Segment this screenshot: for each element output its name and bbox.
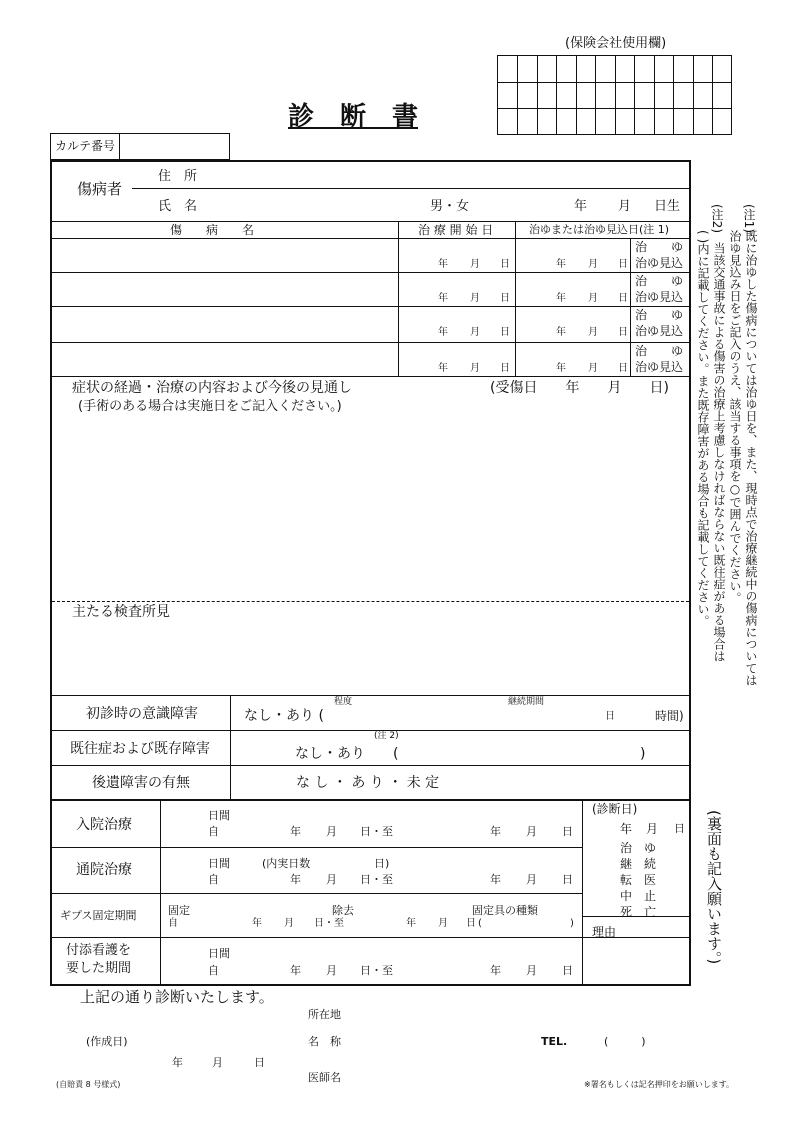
cast-d2: 日 — [466, 918, 476, 929]
outcome-transfer[interactable]: 転 医 — [620, 873, 657, 887]
outcome-continuing[interactable]: 継 続 — [620, 857, 657, 871]
cast-paren-open: ( — [478, 918, 482, 929]
sign-note: ※署名もしくは記名押印をお願いします。 — [584, 1080, 735, 1089]
diagnosis-name-field[interactable] — [54, 308, 394, 340]
dob-day: 日生 — [654, 199, 681, 214]
consciousness-value[interactable]: なし・あり ( — [244, 708, 324, 724]
karte-number-field[interactable] — [50, 133, 230, 160]
cast-from: 自 — [168, 918, 178, 929]
diagnosis-date-month: 月 — [646, 822, 659, 836]
inpatient-d2: 日 — [562, 825, 573, 838]
nursing-y1: 年 — [290, 964, 301, 977]
name-label: 氏 名 — [158, 199, 198, 214]
header-diagnosis-name: 傷 病 名 — [170, 223, 255, 237]
issuer-address-label: 所在地 — [308, 1008, 341, 1021]
main-form — [50, 160, 691, 986]
end-year: 年 — [556, 259, 566, 270]
preexisting-label: 既往症および既存障害 — [70, 741, 210, 757]
tel-paren[interactable]: ( ) — [604, 1035, 646, 1048]
nursing-from: 自 — [208, 964, 219, 977]
address-field[interactable] — [202, 164, 688, 188]
patient-label: 傷病者 — [77, 180, 123, 198]
nursing-days-unit: 日間 — [208, 947, 230, 960]
sequela-value[interactable]: な し ・ あ り ・ 未 定 — [296, 775, 440, 791]
cast-removed-label: 除去 — [332, 904, 354, 917]
preexisting-value[interactable]: なし・あり ( — [295, 746, 399, 762]
course-label: 症状の経過・治療の内容および今後の見通し — [72, 380, 352, 396]
address-label: 住 所 — [158, 169, 198, 184]
end-day: 日 — [618, 363, 628, 374]
consciousness-duration-label: 継続期間 — [508, 697, 545, 707]
start-day: 日 — [500, 259, 510, 270]
outpatient-days-unit: 日間 — [208, 857, 230, 870]
outpatient-m2: 月 — [526, 873, 537, 886]
created-month: 月 — [212, 1056, 223, 1069]
header-start-date: 治 療 開 始 日 — [418, 223, 494, 237]
start-year: 年 — [438, 363, 448, 374]
nursing-m2: 月 — [526, 964, 537, 977]
diagnosis-date-day: 日 — [674, 822, 685, 835]
note-1-text-a: 既に治ゆした傷病については治ゆ日を、また、現時点で治療継続中の傷病については — [744, 230, 758, 686]
inpatient-to: 日・至 — [360, 825, 393, 838]
end-day: 日 — [618, 293, 628, 304]
created-year: 年 — [172, 1056, 183, 1069]
inpatient-days-unit: 日間 — [208, 809, 230, 822]
outcome-discontinued[interactable]: 中 止 — [620, 889, 657, 903]
diagnosis-date-year: 年 — [620, 822, 633, 836]
end-month: 月 — [588, 327, 598, 338]
nursing-m1: 月 — [326, 964, 337, 977]
consciousness-day-unit: 日 — [605, 711, 615, 722]
cast-brace-label: 固定具の種類 — [472, 904, 538, 917]
start-day: 日 — [500, 363, 510, 374]
start-year: 年 — [438, 293, 448, 304]
cast-m2: 月 — [438, 918, 448, 929]
end-day: 日 — [618, 259, 628, 270]
declaration: 上記の通り診断いたします。 — [80, 988, 274, 1006]
cast-paren-close: ) — [570, 918, 574, 929]
form-id: (自賠責 8 号様式) — [56, 1080, 121, 1089]
diagnosis-date-label: (診断日) — [592, 802, 638, 816]
end-year: 年 — [556, 327, 566, 338]
start-year: 年 — [438, 259, 448, 270]
sequela-label: 後遺障害の有無 — [92, 775, 190, 791]
note-2-text-a: 当該交通事故による傷害の治療上考慮しなければならない既往症がある場合は — [712, 242, 726, 662]
nursing-label-2: 要した期間 — [66, 961, 132, 976]
end-year: 年 — [556, 293, 566, 304]
inpatient-y2: 年 — [490, 825, 501, 838]
created-date-label: (作成日) — [86, 1035, 128, 1048]
diagnosis-name-field[interactable] — [54, 240, 394, 270]
note-1-text-b: 治ゆ見込み日をご記入のうえ、該当する事項を○で囲んでください。 — [728, 230, 742, 604]
end-month: 月 — [588, 293, 598, 304]
inpatient-from: 自 — [208, 825, 219, 838]
start-year: 年 — [438, 327, 448, 338]
cast-label: ギプス固定期間 — [60, 909, 137, 922]
diagnosis-name-field[interactable] — [54, 344, 394, 374]
option-cured[interactable]: 治 ゆ — [635, 344, 684, 358]
outpatient-actual-close: 日) — [374, 857, 390, 870]
outpatient-to: 日・至 — [360, 873, 393, 886]
option-expected[interactable]: 治ゆ見込 — [635, 360, 684, 374]
outpatient-actual-days: (内実日数 — [262, 857, 311, 870]
option-expected[interactable]: 治ゆ見込 — [635, 290, 684, 304]
inpatient-m2: 月 — [526, 825, 537, 838]
start-day: 日 — [500, 327, 510, 338]
insurer-area-label: (保険会社使用欄) — [565, 36, 667, 51]
note-2-text-b: ( )内に記載してください。また既存障害がある場合も記載してください。 — [696, 230, 710, 628]
start-month: 月 — [470, 327, 480, 338]
outcome-cured[interactable]: 治 ゆ — [620, 841, 657, 855]
start-month: 月 — [470, 259, 480, 270]
option-cured[interactable]: 治 ゆ — [635, 274, 684, 288]
document-title: 診 断 書 — [288, 102, 419, 132]
nursing-y2: 年 — [490, 964, 501, 977]
cast-to: 日・至 — [314, 918, 344, 929]
outpatient-y1: 年 — [290, 873, 301, 886]
end-month: 月 — [588, 363, 598, 374]
outpatient-label: 通院治療 — [76, 862, 132, 878]
cast-fixed-label: 固定 — [168, 904, 190, 917]
course-text-area[interactable] — [56, 420, 686, 598]
header-end-date: 治ゆまたは治ゆ見込日(注 1) — [529, 223, 670, 236]
option-cured[interactable]: 治 ゆ — [635, 240, 684, 254]
created-day: 日 — [254, 1056, 265, 1069]
name-field[interactable] — [202, 192, 422, 216]
consciousness-hour-unit: 時間) — [655, 709, 684, 723]
option-cured[interactable]: 治 ゆ — [635, 308, 684, 322]
option-expected[interactable]: 治ゆ見込 — [635, 324, 684, 338]
exam-label: 主たる検査所見 — [72, 604, 170, 620]
injury-date[interactable]: (受傷日 年 月 日) — [490, 380, 669, 396]
end-month: 月 — [588, 259, 598, 270]
start-month: 月 — [470, 293, 480, 304]
inpatient-label: 入院治療 — [76, 817, 132, 833]
consciousness-label: 初診時の意識障害 — [86, 706, 198, 722]
reason-label: 理由 — [592, 925, 617, 939]
outcome-deceased[interactable]: 死 亡 — [620, 905, 657, 919]
preexisting-note: (注 2) — [374, 731, 399, 741]
cast-m1: 月 — [284, 918, 294, 929]
issuer-name-label: 名 称 — [308, 1035, 341, 1048]
sex-options[interactable]: 男・女 — [430, 199, 470, 214]
start-month: 月 — [470, 363, 480, 374]
outpatient-from: 自 — [208, 873, 219, 886]
diagnosis-name-field[interactable] — [54, 274, 394, 304]
inpatient-m1: 月 — [326, 825, 337, 838]
doctor-name-label: 医師名 — [308, 1071, 341, 1084]
inpatient-y1: 年 — [290, 825, 301, 838]
end-day: 日 — [618, 327, 628, 338]
exam-text-area[interactable] — [56, 624, 686, 692]
start-day: 日 — [500, 293, 510, 304]
end-year: 年 — [556, 363, 566, 374]
outpatient-m1: 月 — [326, 873, 337, 886]
option-expected[interactable]: 治ゆ見込 — [635, 256, 684, 270]
dob-month: 月 — [618, 199, 632, 214]
back-side-note: (裏面も記入願います。) — [705, 810, 723, 965]
tel-label: TEL. — [541, 1035, 568, 1048]
nursing-to: 日・至 — [360, 964, 393, 977]
course-note: (手術のある場合は実施日をご記入ください。) — [78, 399, 342, 414]
karte-number-label: カルテ番号 — [55, 139, 116, 153]
nursing-d2: 日 — [562, 964, 573, 977]
cast-y1: 年 — [252, 918, 262, 929]
insurer-use-grid — [497, 55, 732, 135]
nursing-label-1: 付添看護を — [66, 943, 132, 958]
cast-y2: 年 — [406, 918, 416, 929]
outpatient-d2: 日 — [562, 873, 573, 886]
outpatient-y2: 年 — [490, 873, 501, 886]
consciousness-degree-label: 程度 — [334, 697, 353, 707]
note-1-label: (注1) — [742, 204, 756, 233]
dob-year: 年 — [574, 199, 588, 214]
preexisting-close: ) — [640, 746, 646, 762]
note-2-label: (注2) — [710, 204, 724, 233]
